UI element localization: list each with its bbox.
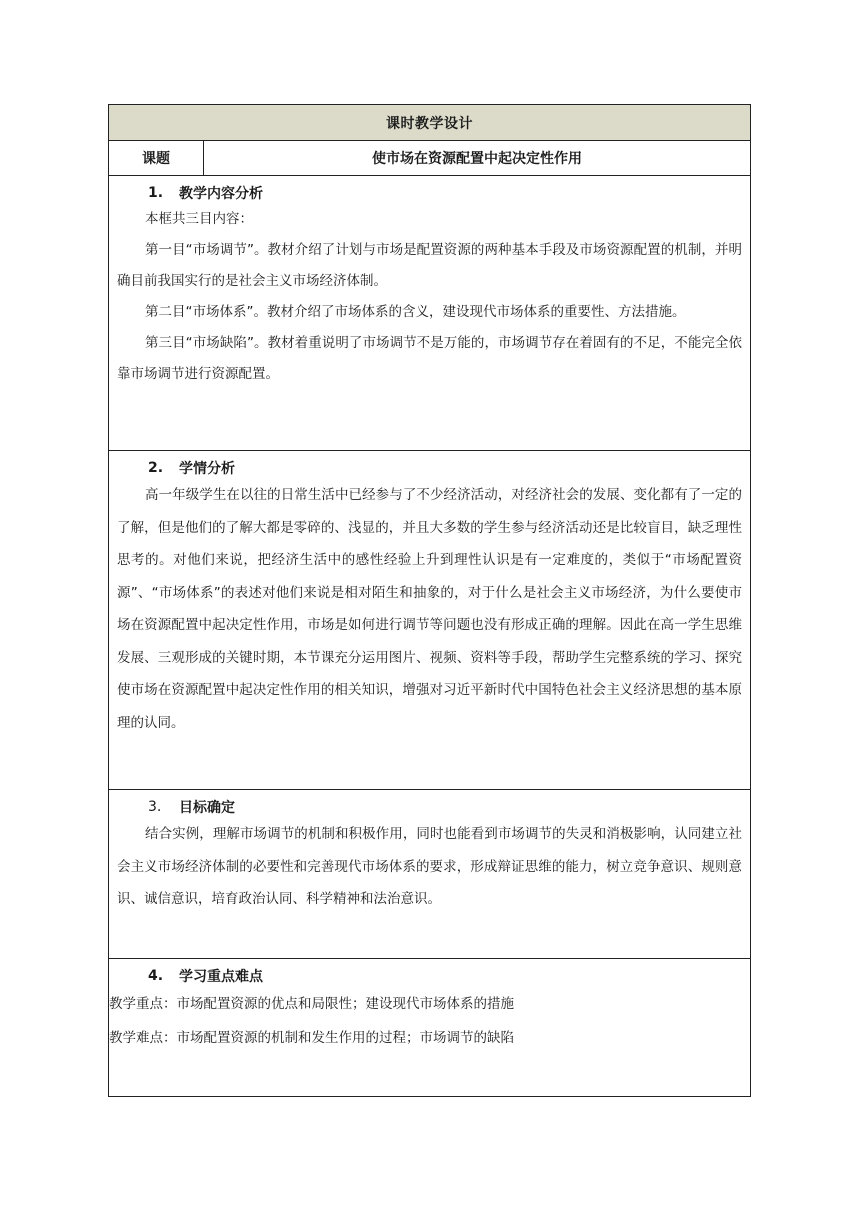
lesson-design-table	[108, 104, 751, 1097]
section-content-analysis	[109, 176, 750, 451]
section-objectives	[109, 790, 750, 959]
section-heading	[117, 965, 742, 987]
section-title: 目标确定	[179, 800, 235, 816]
section-heading	[117, 182, 742, 204]
paragraph: 第二目“市场体系”。教材介绍了市场体系的含义，建设现代市场体系的重要性、方法措施。	[145, 304, 686, 320]
section-heading	[117, 796, 742, 818]
paragraph: 本框共三目内容：	[145, 211, 253, 227]
section-key-points	[109, 959, 750, 1096]
section-number: 3.	[148, 799, 162, 815]
section-heading	[117, 457, 742, 479]
section-title: 学习重点难点	[179, 969, 263, 985]
paragraph: 高一年级学生在以往的日常生活中已经参与了不少经济活动，对经济社会的发展、变化都有了一定的了解，但是他们的了解大都是零碎的、浅显的，并且大多数的学生参与经济活动还是比较盲目，缺乏理性思考的。对他们来说，把经济生活中的感性经验上升到理性认识是有一定难度的，类似于“市场配置资源”、“市场体系”的表述对他们来说是相对陌生和抽象的，对于什么是社会主义市场经济，为什么要使市场在资源配置中起决定性作用，市场是如何进行调节等问题也没有形成正确的理解。因此在高一学生思维发展、三观形成的关键时期，本节课充分运用图片、视频、资料等手段，帮助学生完整系统的学习、探究使市场在资源配置中起决定性作用的相关知识，增强对习近平新时代中国特色社会主义经济思想的基本原理的认同。	[117, 487, 742, 731]
topic-row	[109, 141, 750, 176]
section-title: 教学内容分析	[179, 186, 263, 202]
table-title: 课时教学设计	[386, 115, 473, 132]
paragraph: 第一目“市场调节”。教材介绍了计划与市场是配置资源的两种基本手段及市场资源配置的机制，并明确目前我国实行的是社会主义市场经济体制。	[117, 242, 742, 289]
topic-label: 课题	[109, 141, 204, 175]
section-number: 4.	[148, 968, 164, 984]
section-title: 学情分析	[179, 461, 235, 477]
table-title-row	[109, 105, 750, 141]
section-student-analysis	[109, 451, 750, 790]
paragraph: 结合实例，理解市场调节的机制和积极作用，同时也能看到市场调节的失灵和消极影响，认同建立社会主义市场经济体制的必要性和完善现代市场体系的要求，形成辩证思维的能力，树立竞争意识、规则意识、诚信意识，培育政治认同、科学精神和法治意识。	[117, 826, 742, 907]
topic-value: 使市场在资源配置中起决定性作用	[372, 151, 582, 167]
paragraph: 第三目“市场缺陷”。教材着重说明了市场调节不是万能的，市场调节存在着固有的不足，不能完全依靠市场调节进行资源配置。	[117, 335, 742, 382]
section-number: 1.	[148, 185, 164, 201]
difficulty-line: 教学难点：市场配置资源的机制和发生作用的过程；市场调节的缺陷	[109, 1030, 514, 1046]
key-point-line: 教学重点：市场配置资源的优点和局限性；建设现代市场体系的措施	[109, 996, 514, 1012]
section-number: 2.	[148, 460, 164, 476]
